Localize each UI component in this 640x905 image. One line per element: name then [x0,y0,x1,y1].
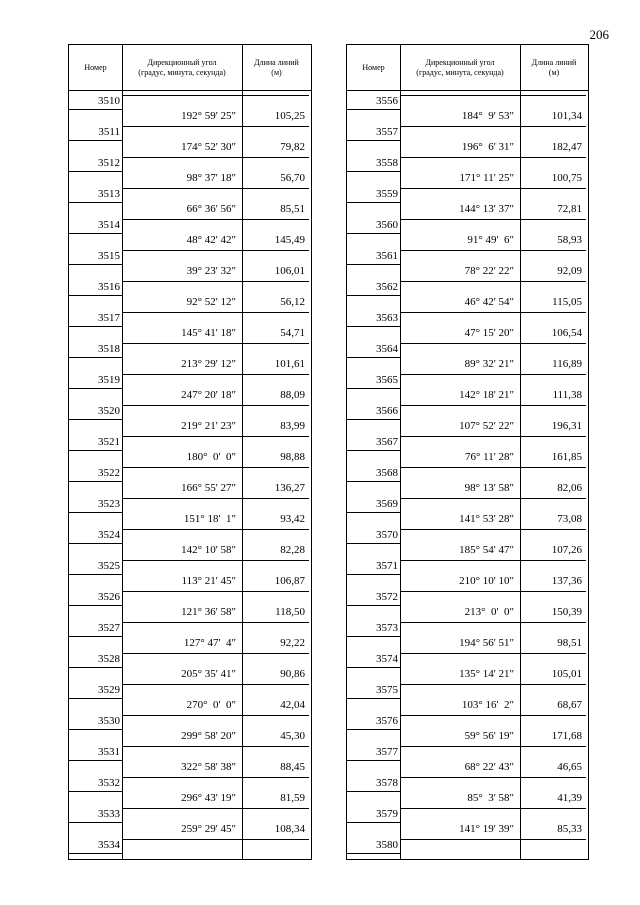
row-divider [69,512,122,513]
line-length: 41,39 [557,792,582,804]
direction-angle: 103° 16' 2" [461,699,514,711]
direction-angle: 89° 32' 21" [464,358,514,370]
line-length: 115,05 [552,296,582,308]
direction-angle: 213° 29' 12" [181,358,236,370]
row-divider [347,419,400,420]
row-divider [69,140,122,141]
line-length: 106,87 [274,575,305,587]
row-divider [122,405,309,406]
direction-angle: 66° 36' 56" [186,203,236,215]
row-divider [400,529,586,530]
line-length: 101,34 [551,110,582,122]
line-length: 82,28 [280,544,305,556]
direction-angle: 127° 47' 4" [183,637,236,649]
row-divider [69,450,122,451]
point-number: 3566 [376,405,398,417]
row-divider [69,574,122,575]
header-length [242,45,311,90]
header-divider [69,90,311,91]
line-length: 45,30 [280,730,305,742]
direction-angle: 91° 49' 6" [467,234,514,246]
point-number: 3519 [98,374,120,386]
line-length: 85,33 [557,823,582,835]
row-divider [347,388,400,389]
point-number: 3514 [98,219,120,231]
point-number: 3528 [98,653,120,665]
row-divider [69,636,122,637]
row-divider [69,326,122,327]
point-number: 3558 [376,157,398,169]
point-number: 3574 [376,653,398,665]
point-number: 3567 [376,436,398,448]
row-divider [400,777,586,778]
row-divider [347,729,400,730]
point-number: 3532 [98,777,120,789]
row-divider [122,436,309,437]
header-divider [347,90,588,91]
page-number: 206 [589,27,609,42]
point-number: 3577 [376,746,398,758]
direction-angle: 196° 6' 31" [461,141,514,153]
row-divider [69,543,122,544]
direction-angle: 113° 21' 45" [181,575,236,587]
header-number [347,45,400,90]
direction-angle: 185° 54' 47" [459,544,514,556]
row-divider [347,450,400,451]
point-number: 3556 [376,95,398,107]
row-divider [347,667,400,668]
point-number: 3520 [98,405,120,417]
line-length: 150,39 [551,606,582,618]
row-divider [69,667,122,668]
direction-angle: 259° 29' 45" [181,823,236,835]
point-number: 3515 [98,250,120,262]
line-length: 196,31 [551,420,582,432]
point-number: 3580 [376,839,398,851]
direction-angle: 59° 56' 19" [464,730,514,742]
row-divider [347,264,400,265]
row-divider [122,343,309,344]
row-divider [400,312,586,313]
row-divider [122,622,309,623]
direction-angle: 135° 14' 21" [459,668,514,680]
point-number: 3534 [98,839,120,851]
point-number: 3578 [376,777,398,789]
row-divider [400,746,586,747]
row-divider [400,95,586,96]
row-divider [400,560,586,561]
direction-angle: 141° 53' 28" [459,513,514,525]
row-divider [347,202,400,203]
row-divider [400,281,586,282]
direction-angle: 184° 9' 53" [461,110,514,122]
row-divider [122,188,309,189]
point-number: 3575 [376,684,398,696]
row-divider [400,343,586,344]
point-number: 3560 [376,219,398,231]
row-divider [400,250,586,251]
row-divider [69,202,122,203]
direction-angle: 151° 18' 1" [183,513,236,525]
row-divider [122,529,309,530]
row-divider [69,233,122,234]
point-number: 3527 [98,622,120,634]
header-length-line2: (м) [548,67,560,77]
line-length: 161,85 [551,451,582,463]
row-divider [122,312,309,313]
point-number: 3561 [376,250,398,262]
line-length: 82,06 [557,482,582,494]
point-number: 3572 [376,591,398,603]
line-length: 90,86 [280,668,305,680]
point-number: 3568 [376,467,398,479]
row-divider [69,760,122,761]
row-divider [69,822,122,823]
row-divider [122,715,309,716]
point-number: 3510 [98,95,120,107]
row-divider [347,326,400,327]
row-divider [122,839,309,840]
direction-angle: 194° 56' 51" [459,637,514,649]
header-length [520,45,588,90]
row-divider [69,357,122,358]
direction-angle: 141° 19' 39" [459,823,514,835]
row-divider [400,374,586,375]
line-length: 83,99 [280,420,305,432]
row-divider [122,746,309,747]
direction-angle: 142° 10' 58" [181,544,236,556]
line-length: 105,01 [551,668,582,680]
point-number: 3523 [98,498,120,510]
row-divider [400,436,586,437]
coordinates-table-right [346,44,589,860]
point-number: 3526 [98,591,120,603]
row-divider [400,405,586,406]
line-length: 92,22 [280,637,305,649]
direction-angle: 107° 52' 22" [459,420,514,432]
direction-angle: 78° 22' 22" [464,265,514,277]
point-number: 3525 [98,560,120,572]
direction-angle: 213° 0' 0" [464,606,514,618]
point-number: 3522 [98,467,120,479]
row-divider [347,636,400,637]
row-divider [400,839,586,840]
point-number: 3571 [376,560,398,572]
row-divider [122,591,309,592]
direction-angle: 171° 11' 25" [459,172,514,184]
line-length: 56,70 [280,172,305,184]
direction-angle: 76° 11' 28" [465,451,514,463]
row-divider [69,605,122,606]
line-length: 98,51 [557,637,582,649]
row-divider [122,467,309,468]
line-length: 106,01 [274,265,305,277]
row-divider [122,684,309,685]
direction-angle: 46° 42' 54" [464,296,514,308]
row-divider [400,157,586,158]
row-divider [347,109,400,110]
line-length: 98,88 [280,451,305,463]
direction-angle: 144° 13' 37" [459,203,514,215]
row-divider [347,512,400,513]
line-length: 79,82 [280,141,305,153]
direction-angle: 296° 43' 19" [181,792,236,804]
row-divider [347,698,400,699]
row-divider [69,729,122,730]
line-length: 88,45 [280,761,305,773]
point-number: 3559 [376,188,398,200]
row-divider [122,157,309,158]
point-number: 3557 [376,126,398,138]
line-length: 116,89 [552,358,582,370]
direction-angle: 219° 21' 23" [181,420,236,432]
row-divider [347,295,400,296]
direction-angle: 322° 58' 38" [181,761,236,773]
coordinates-table-left [68,44,312,860]
direction-angle: 121° 36' 58" [181,606,236,618]
line-length: 93,42 [280,513,305,525]
direction-angle: 299° 58' 20" [181,730,236,742]
row-divider [400,219,586,220]
line-length: 108,34 [274,823,305,835]
direction-angle: 180° 0' 0" [186,451,236,463]
point-number: 3570 [376,529,398,541]
direction-angle: 166° 55' 27" [181,482,236,494]
point-number: 3565 [376,374,398,386]
header-length-line1: Длина линий [531,57,577,67]
line-length: 107,26 [551,544,582,556]
line-length: 136,27 [274,482,305,494]
header-angle-line2: (градус, минута, секунда) [138,67,226,77]
line-length: 72,81 [557,203,582,215]
direction-angle: 192° 59' 25" [181,110,236,122]
row-divider [69,791,122,792]
line-length: 137,36 [551,575,582,587]
row-divider [347,481,400,482]
line-length: 73,08 [557,513,582,525]
point-number: 3512 [98,157,120,169]
header-angle [122,45,242,90]
direction-angle: 39° 23' 32" [186,265,236,277]
line-length: 46,65 [557,761,582,773]
row-divider [400,808,586,809]
row-divider [347,822,400,823]
point-number: 3517 [98,312,120,324]
row-divider [69,109,122,110]
row-divider [69,264,122,265]
row-divider [69,295,122,296]
point-number: 3524 [98,529,120,541]
direction-angle: 47° 15' 20" [464,327,514,339]
header-angle-line1: Дирекционный угол [425,57,495,67]
row-divider [400,126,586,127]
row-divider [400,684,586,685]
row-divider [122,219,309,220]
line-length: 100,75 [551,172,582,184]
row-divider [347,760,400,761]
row-divider [400,715,586,716]
point-number: 3516 [98,281,120,293]
point-number: 3511 [98,126,120,138]
row-divider [69,481,122,482]
point-number: 3521 [98,436,120,448]
line-length: 101,61 [274,358,305,370]
row-divider [400,498,586,499]
row-divider [122,374,309,375]
header-length-line2: (м) [271,67,282,77]
direction-angle: 48° 42' 42" [186,234,236,246]
direction-angle: 247° 20' 18" [181,389,236,401]
point-number: 3531 [98,746,120,758]
point-number: 3518 [98,343,120,355]
point-number: 3513 [98,188,120,200]
direction-angle: 98° 13' 58" [464,482,514,494]
direction-angle: 92° 52' 12" [186,296,236,308]
direction-angle: 98° 37' 18" [186,172,236,184]
row-divider [122,281,309,282]
row-divider [400,591,586,592]
line-length: 145,49 [274,234,305,246]
line-length: 92,09 [557,265,582,277]
row-divider [122,653,309,654]
point-number: 3562 [376,281,398,293]
point-number: 3529 [98,684,120,696]
line-length: 58,93 [557,234,582,246]
row-divider [347,171,400,172]
row-divider [400,467,586,468]
point-number: 3573 [376,622,398,634]
direction-angle: 142° 18' 21" [459,389,514,401]
row-divider [122,250,309,251]
row-divider [347,574,400,575]
header-angle-line1: Дирекционный угол [147,57,217,67]
line-length: 88,09 [280,389,305,401]
line-length: 81,59 [280,792,305,804]
header-number [69,45,122,90]
row-divider [69,388,122,389]
row-divider [400,622,586,623]
row-divider [347,357,400,358]
line-length: 182,47 [551,141,582,153]
header-angle-line2: (градус, минута, секунда) [416,67,504,77]
direction-angle: 210° 10' 10" [459,575,514,587]
row-divider [69,698,122,699]
line-length: 118,50 [275,606,305,618]
direction-angle: 85° 3' 58" [467,792,514,804]
header-number-label: Номер [84,62,107,72]
line-length: 171,68 [551,730,582,742]
row-divider [69,171,122,172]
row-divider [347,543,400,544]
row-divider [122,95,309,96]
point-number: 3563 [376,312,398,324]
row-divider [347,791,400,792]
line-length: 68,67 [557,699,582,711]
line-length: 42,04 [280,699,305,711]
point-number: 3576 [376,715,398,727]
row-divider [347,605,400,606]
line-length: 106,54 [551,327,582,339]
line-length: 105,25 [274,110,305,122]
point-number: 3530 [98,715,120,727]
row-divider [122,126,309,127]
row-divider [122,560,309,561]
line-length: 54,71 [280,327,305,339]
header-length-line1: Длина линий [254,57,299,67]
point-number: 3564 [376,343,398,355]
direction-angle: 270° 0' 0" [186,699,236,711]
point-number: 3569 [376,498,398,510]
direction-angle: 205° 35' 41" [181,668,236,680]
direction-angle: 145° 41' 18" [181,327,236,339]
row-divider [69,419,122,420]
header-number-label: Номер [362,62,385,72]
row-divider [347,853,400,854]
row-divider [400,188,586,189]
row-divider [400,653,586,654]
row-divider [69,853,122,854]
line-length: 85,51 [280,203,305,215]
point-number: 3579 [376,808,398,820]
row-divider [122,777,309,778]
point-number: 3533 [98,808,120,820]
row-divider [122,498,309,499]
direction-angle: 174° 52' 30" [181,141,236,153]
header-angle [400,45,520,90]
row-divider [347,233,400,234]
row-divider [347,140,400,141]
row-divider [122,808,309,809]
line-length: 111,38 [552,389,582,401]
line-length: 56,12 [280,296,305,308]
direction-angle: 68° 22' 43" [464,761,514,773]
